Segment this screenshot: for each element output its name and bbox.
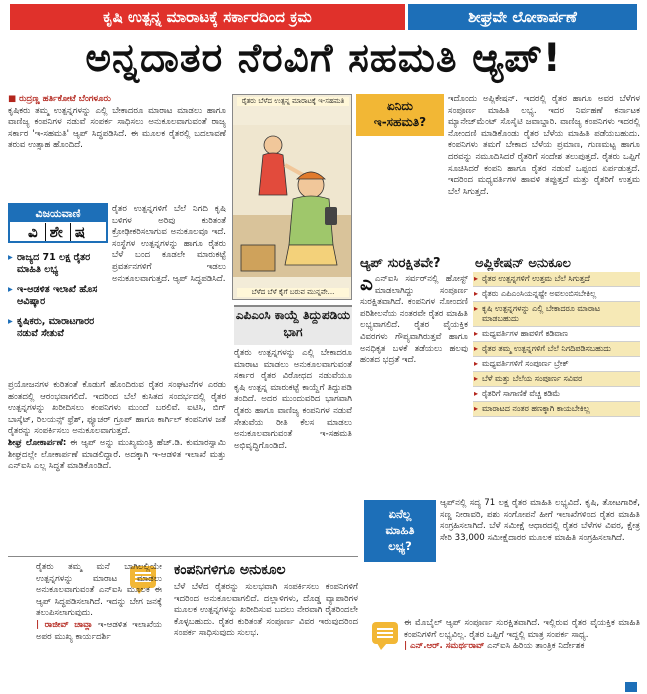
quote-role: ಎನ್‌ಐಸಿ ಹಿರಿಯ ತಾಂತ್ರಿಕ ನಿರ್ದೇಶಕ	[487, 641, 585, 652]
vv-sub-1: ವಿ	[24, 223, 46, 241]
advantage-item: ▸ ಮಧ್ಯವರ್ತಿಗಳಿಗೆ ಸಂಪೂರ್ಣ ಬ್ರೇಕ್	[473, 357, 640, 372]
what-line2: ಇ-ಸಹಮತಿ?	[373, 115, 427, 129]
what-is-box	[356, 94, 444, 136]
info-line3: ಲಭ್ಯ?	[388, 539, 412, 553]
quote-right	[404, 618, 640, 690]
vv-special-box	[8, 203, 108, 243]
quote-name: | ಎನ್.ಆರ್. ಸಮರ್ಥರಾವ್	[404, 641, 485, 652]
kicker-blue: ಶೀಘ್ರವೇ ಲೋಕಾರ್ಪಣೆ	[408, 4, 637, 30]
quote-text: ಈ ಮೊಬೈಲ್ ಆ್ಯಪ್ ಸಂಪೂರ್ಣ ಸುರಕ್ಷಿತವಾಗಿದೆ. ಇಲ್ಲಿರುವ ರೈತರ ವೈಯಕ್ತಿಕ ಮಾಹಿತಿ ಕಂಪನಿಗಳಿಗೆ ಲಭ್ಯವಿಲ್ಲ. ರೈತರ ಒಪ್ಪಿಗೆ ಇದ್ದಲ್ಲಿ ಮಾತ್ರ ಸಂಪರ್ಕ ಸಾಧ್ಯ.	[404, 618, 640, 640]
security-paragraph: ಎನ್‌ಐಸಿ ಸರ್ವರ್‌ನಲ್ಲಿ ಹೋಸ್ಟ್ ಮಾಡಲಾಗಿದ್ದು ಸಂಪೂರ್ಣ ಸುರಕ್ಷಿತವಾಗಿದೆ. ಕಂಪನಿಗಳ ನೋಂದಣಿ ಪರಿಶೀಲನೆಯ ನಂತರವೇ ರೈತರ ಮಾಹಿತಿ ಲಭ್ಯವಾಗಲಿದೆ. ರೈತರ ವೈಯಕ್ತಿಕ ವಿವರಗಳು ಗೌಪ್ಯವಾಗಿರುತ್ತವೆ ಹಾಗೂ ಅನಧಿಕೃತ ಬಳಕೆ ತಡೆಯಲು ಹಲವು ಹಂತದ ಭದ್ರತೆ ಇದೆ.	[360, 274, 468, 366]
quote-left	[36, 562, 162, 690]
top-banner	[10, 4, 637, 30]
info-text: ಆ್ಯಪ್‌ನಲ್ಲಿ ಸದ್ಯ 71 ಲಕ್ಷ ರೈತರ ಮಾಹಿತಿ ಲಭ್ಯವಿದೆ. ಕೃಷಿ, ತೋಟಗಾರಿಕೆ, ಸಣ್ಣ ನೀರಾವರಿ, ಪಶು ಸಂಗೋಪನೆ ಹೀಗೆ ಇಲಾಖೆಗಳಿಂದ ರೈತರ ಮಾಹಿತಿ ಸಂಗ್ರಹಿಸಲಾಗಿದೆ. ಬೆಳೆ ಸಮೀಕ್ಷೆ ಆಧಾರದಲ್ಲಿ ರೈತರ ಬೆಳೆಗಳ ವಿವರ, ಕ್ಷೇತ್ರ ಸೇರಿ 33,000 ಸಮೀಕ್ಷೆದಾರರ ಮೂಲಕ ಮಾಹಿತಿ ಸಂಗ್ರಹಿಸಲಾಗಿದೆ.	[440, 498, 640, 543]
vv-title: ವಿಜಯವಾಣಿ	[10, 205, 106, 222]
what-text-top	[448, 94, 640, 197]
apmc-text: ರೈತರು ಉತ್ಪನ್ನಗಳನ್ನು ಎಲ್ಲಿ ಬೇಕಾದರೂ ಮಾರಾಟ ಮಾಡಲು ಅನುಕೂಲವಾಗುವಂತೆ ಸರ್ಕಾರ ರೈತರ ವಿರೋಧದ ನಡುವೆಯೂ ಕೃಷಿ ಉತ್ಪನ್ನ ಮಾರುಕಟ್ಟೆ ಕಾಯ್ದೆಗೆ ತಿದ್ದುಪಡಿ ತಂದಿದೆ. ಅದರ ಮುಂದುವರಿದ ಭಾಗವಾಗಿ ರೈತರು ಹಾಗೂ ವಾಣಿಜ್ಯ ಕಂಪನಿಗಳ ನಡುವೆ ಸೇತುವೆಯ ರೀತಿ ಕೆಲಸ ಮಾಡಲು ಅನುಕೂಲವಾಗುವಂತೆ ಇ-ಸಹಮತಿ ಅಭಿವೃದ್ಧಿಗೊಂಡಿದೆ.	[234, 348, 352, 451]
advantages-list	[473, 272, 640, 417]
advantage-item: ▸ ರೈತರಿಗೆ ಸಾಗಾಣಿಕೆ ವೆಚ್ಚ ಕಡಿಮೆ	[473, 387, 640, 402]
bullet-item: ▸ ಇ-ಆಡಳಿತ ಇಲಾಖೆ ಹೊಸ ಆವಿಷ್ಕಾರ	[8, 284, 108, 308]
info-line2: ಮಾಹಿತಿ	[385, 523, 415, 537]
lead-paragraph: ಕೃಷಿಕರು ತಮ್ಮ ಉತ್ಪನ್ನಗಳನ್ನು ಎಲ್ಲಿ ಬೇಕಾದರೂ ಮಾರಾಟ ಮಾಡಲು ಹಾಗೂ ವಾಣಿಜ್ಯ ಕಂಪನಿಗಳ ನಡುವೆ ಸಂಪರ್ಕ ಸಾಧಿಸಲು ಅನುಕೂಲವಾಗುವಂತೆ ರಾಜ್ಯ ಸರ್ಕಾರ 'ಇ-ಸಹಮತಿ' ಆ್ಯಪ್ ಸಿದ್ಧಪಡಿಸಿದೆ. ಈ ಮೂಲಕ ರೈತರಲ್ಲಿ ಬದಲಾವಣೆ ತರುವ ಉತ್ಸಾಹ ಹೊಂದಿದೆ.	[8, 105, 226, 151]
companies-text: ಬೆಳೆ ಬೆಳೆದ ರೈತರನ್ನು ಸುಲಭವಾಗಿ ಸಂಪರ್ಕಿಸಲು ಕಂಪನಿಗಳಿಗೆ ಇದರಿಂದ ಅನುಕೂಲವಾಗಲಿದೆ. ದಲ್ಲಾಳಿಗಳು, ದೊಡ್ಡ ವ್ಯಾಪಾರಿಗಳ ಮೂಲಕ ಉತ್ಪನ್ನಗಳನ್ನು ಖರೀದಿಸುವ ಬದಲು ನೇರವಾಗಿ ರೈತರಿಂದಲೇ ಕೊಳ್ಳಬಹುದು. ರೈತರ ಕುರಿತಂತೆ ಸಂಪೂರ್ಣ ವಿವರ ಇರುವುದರಿಂದ ಸಂಪರ್ಕ ಸಾಧಿಸುವುದು ಸುಲಭ.	[174, 582, 358, 639]
companies-title: ಕಂಪನಿಗಳಿಗೂ ಅನುಕೂಲ	[174, 562, 286, 578]
security-title: ಆ್ಯಪ್ ಸುರಕ್ಷಿತವೇ?	[360, 256, 441, 271]
vv-bullets	[8, 252, 108, 348]
info-line1: ಏನೆಲ್ಲ	[388, 507, 412, 521]
advantages-title: ಅಪ್ಲಿಕೇಷನ್ ಅನುಕೂಲ	[475, 256, 571, 271]
vv-sub-3: ಷ	[74, 223, 89, 241]
what-line1: ಏನಿದು	[387, 99, 413, 113]
vv-subtitle	[10, 222, 106, 242]
advantage-item: ▸ ಮಾರಾಟದ ನಂತರ ಹಣಕ್ಕಾಗಿ ಕಾಯಬೇಕಿಲ್ಲ	[473, 402, 640, 417]
farmer-cartoon	[233, 95, 352, 300]
illustration-caption-top: ರೈತರು ಬೆಳೆದ ಉತ್ಪನ್ನ ಮಾರಾಟಕ್ಕೆ ಇ-ಸಹಮತಿ	[237, 97, 349, 106]
apmc-title-box	[234, 305, 352, 345]
kicker-red: ಕೃಷಿ ಉತ್ಪನ್ನ ಮಾರಾಟಕ್ಕೆ ಸರ್ಕಾರದಿಂದ ಕ್ರಮ	[10, 4, 405, 30]
byline: ■ ರುದ್ರಣ್ಣ ಹರ್ತಿಕೋಟೆ ಬೆಂಗಳೂರು	[8, 94, 226, 106]
bullet-item: ▸ ಕೃಷಿಕರು, ಮಾರಾಟಗಾರರ ನಡುವೆ ಸೇತುವೆ	[8, 316, 108, 340]
quote-name: | ರಾಜೀವ್ ಚಾವ್ಲಾ	[36, 619, 93, 630]
advantage-item: ▸ ಬೆಳೆ ಮತ್ತು ಬೆಲೆಯ ಸಂಪೂರ್ಣ ಸವಿವರ	[473, 372, 640, 387]
chat-icon	[372, 622, 398, 644]
paragraph: ಪ್ರಯೋಜನಗಳ ಕುರಿತಂತೆ ಕೊಡುಗೆ ಹೊಂದಿರುವ ರೈತರ ಸಂಘಟನೆಗಳ ಎರಡು ಹಂತದಲ್ಲಿ ಆರಂಭವಾಗಲಿದೆ. ಇದರಿಂದ ಬೆಲೆ ಕುಸಿತದ ಸಂದರ್ಭದಲ್ಲಿ ರೈತರ ಉತ್ಪನ್ನಗಳನ್ನು ಖರೀದಿಸಲು ಕಂಪನಿಗಳು ಮುಂದೆ ಬರಲಿವೆ. ಐಟಿಸಿ, ಬಿಗ್ ಬಾಸ್ಕೆಟ್, ರಿಲಯನ್ಸ್ ಫ್ರೆಶ್, ಫ್ಯೂಚರ್ ಗ್ರೂಪ್ ಹಾಗೂ ಕಾರ್ಗಿಲ್ ಕಂಪನಿಗಳ ಜತೆ ರೈತರನ್ನು ಸಂಪರ್ಕಿಸಲು ಅನುಕೂಲವಾಗುತ್ತದೆ.	[8, 380, 226, 437]
divider	[8, 556, 358, 557]
what-text-cont	[356, 140, 640, 252]
cartoon-illustration	[232, 94, 352, 300]
launch-label: ಶೀಘ್ರ ಲೋಕಾರ್ಪಣೆ:	[8, 437, 67, 448]
info-available-box	[364, 500, 436, 562]
security-text	[360, 271, 468, 496]
bullet-item: ▸ ರಾಜ್ಯದ 71 ಲಕ್ಷ ರೈತರ ಮಾಹಿತಿ ಲಭ್ಯ	[8, 252, 108, 276]
vv-sub-2: ಶೇ	[46, 223, 71, 241]
what-text: ಇದೊಂದು ಅಪ್ಲಿಕೇಷನ್. ಇದರಲ್ಲಿ ರೈತರ ಹಾಗೂ ಅವರ ಬೆಳೆಗಳ ಸಂಪೂರ್ಣ ಮಾಹಿತಿ ಲಭ್ಯ. ಇದರ ನಿರ್ವಹಣೆ ಕರ್ನಾಟಕ ಮ್ಯಾನೇಜ್‌ಮೆಂಟ್ ಸೊಸೈಟಿ ಜವಾಬ್ದಾರಿ. ವಾಣಿಜ್ಯ ಕಂಪನಿಗಳು ಇದರಲ್ಲಿ ನೋಂದಣಿ ಮಾಡಿಕೊಂಡು ರೈತರ ಬೆಳೆಯ ಮಾಹಿತಿ ಪಡೆಯಬಹುದು. ಕಂಪನಿಗಳು ತಮಗೆ ಬೇಕಾದ ಬೆಳೆಯ ಪ್ರಮಾಣ, ಗುಣಮಟ್ಟ ಹಾಗೂ ದರವನ್ನು ನಮೂದಿಸಿದರೆ ರೈತರಿಗೆ ಸಂದೇಶ ತಲುಪುತ್ತದೆ. ರೈತರು ಒಪ್ಪಿಗೆ ಸೂಚಿಸಿದರೆ ಕಂಪನಿ ಹಾಗೂ ರೈತರ ನಡುವೆ ಒಪ್ಪಂದ ಏರ್ಪಡುತ್ತದೆ. ಇದರಿಂದ ಮಧ್ಯವರ್ತಿಗಳ ಹಾವಳಿ ತಪ್ಪುತ್ತದೆ ಮತ್ತು ರೈತರಿಗೆ ಉತ್ತಮ ಬೆಲೆ ಸಿಗುತ್ತದೆ.	[448, 94, 640, 197]
advantage-item: ▸ ರೈತರ ತಮ್ಮ ಉತ್ಪನ್ನಗಳಿಗೆ ಬೆಲೆ ನಿಗದಿಪಡಿಸಬಹುದು	[473, 342, 640, 357]
advantage-item: ▸ ಕೃಷಿ ಉತ್ಪನ್ನಗಳನ್ನು ಎಲ್ಲಿ ಬೇಕಾದರೂ ಮಾರಾಟ ಮಾಡಬಹುದು	[473, 302, 640, 327]
advantage-item: ▸ ರೈತರು ಎಪಿಎಂಸಿಯನ್ನಷ್ಟೇ ಅವಲಂಬಿಸಬೇಕಿಲ್ಲ	[473, 287, 640, 302]
advantage-item: ▸ ಮಧ್ಯವರ್ತಿಗಳ ಹಾವಳಿಗೆ ಕಡಿವಾಣ	[473, 327, 640, 342]
article-lead	[8, 94, 226, 202]
illustration-caption-bottom: ಬೆಳೆದ ಬೆಳೆ ಕೈಗೆ ಬರುವ ಮುನ್ನವೇ...	[237, 288, 349, 297]
paragraph: ಈ ಆ್ಯಪ್ ಅನ್ನು ಮುಖ್ಯಮಂತ್ರಿ ಹೆಚ್.ಡಿ. ಕುಮಾರಸ್ವಾಮಿ ಶೀಘ್ರದಲ್ಲೇ ಲೋಕಾರ್ಪಣೆ ಮಾಡಲಿದ್ದಾರೆ. ಅದಕ್ಕಾಗಿ ಇ-ಆಡಳಿತ ಇಲಾಖೆ ಮತ್ತು ಎನ್‌ಐಸಿ ಎಲ್ಲ ಸಿದ್ಧತೆ ಮಾಡಿಕೊಂಡಿದೆ.	[8, 437, 226, 472]
advantage-item: ▸ ರೈತರ ಉತ್ಪನ್ನಗಳಿಗೆ ಉತ್ತಮ ಬೆಲೆ ಸಿಗುತ್ತದೆ	[473, 272, 640, 287]
headline: ಅನ್ನದಾತರ ನೆರವಿಗೆ ಸಹಮತಿ ಆ್ಯಪ್!	[85, 36, 562, 81]
corner-marker	[625, 682, 637, 692]
article-col1-lower	[8, 380, 226, 552]
article-col1-p2: ರೈತರ ಉತ್ಪನ್ನಗಳಿಗೆ ಬೆಲೆ ನಿಗದಿ ಕೃಷಿ ಬಳಿಗಳ ಅರಿವು ಕುರಿತಂತೆ ಕ್ರೋಢೀಕರಿಸಲಾಗುವ ಅನುಕೂಲವೂ ಇದೆ. ಸಂಸ್ಥೆಗಳ ಉತ್ಪನ್ನಗಳನ್ನು ಹಾಗೂ ರೈತರು ಬೆಳೆ ಬಂದ ಕೂಡಲೇ ಮಾರುಕಟ್ಟೆ ಪ್ರವರ್ತನಗಳಿಗೆ ಇಡಲು ಅನುಕೂಲವಾಗುತ್ತದೆ. ಆ್ಯಪ್ ಸಿದ್ಧಪಡಿಸಿದೆ.	[112, 204, 226, 284]
quote-role: ಇ-ಆಡಳಿತ ಇಲಾಖೆಯ ಅಪರ ಮುಖ್ಯ ಕಾರ್ಯದರ್ಶಿ	[36, 619, 162, 642]
apmc-title: ಎಪಿಎಂಸಿ ಕಾಯ್ದೆ ತಿದ್ದುಪಡಿಯ ಭಾಗ	[235, 308, 351, 339]
quote-text: ರೈತರು ತಮ್ಮ ಮನೆ ಬಾಗಿಲಲ್ಲಿಯೇ ಉತ್ಪನ್ನಗಳನ್ನು ಮಾರಾಟ ಮಾಡಲು ಅನುಕೂಲವಾಗುವಂತೆ ಎನ್‌ಐಸಿ ಮೂಲಕ ಈ ಆ್ಯಪ್ ಸಿದ್ಧಪಡಿಸಲಾಗಿದೆ. ಇದನ್ನು ಬೇಗ ಜನಕ್ಕೆ ತಲುಪಿಸಲಾಗುವುದು.	[36, 562, 162, 619]
dropcap: ಎ	[360, 271, 373, 295]
